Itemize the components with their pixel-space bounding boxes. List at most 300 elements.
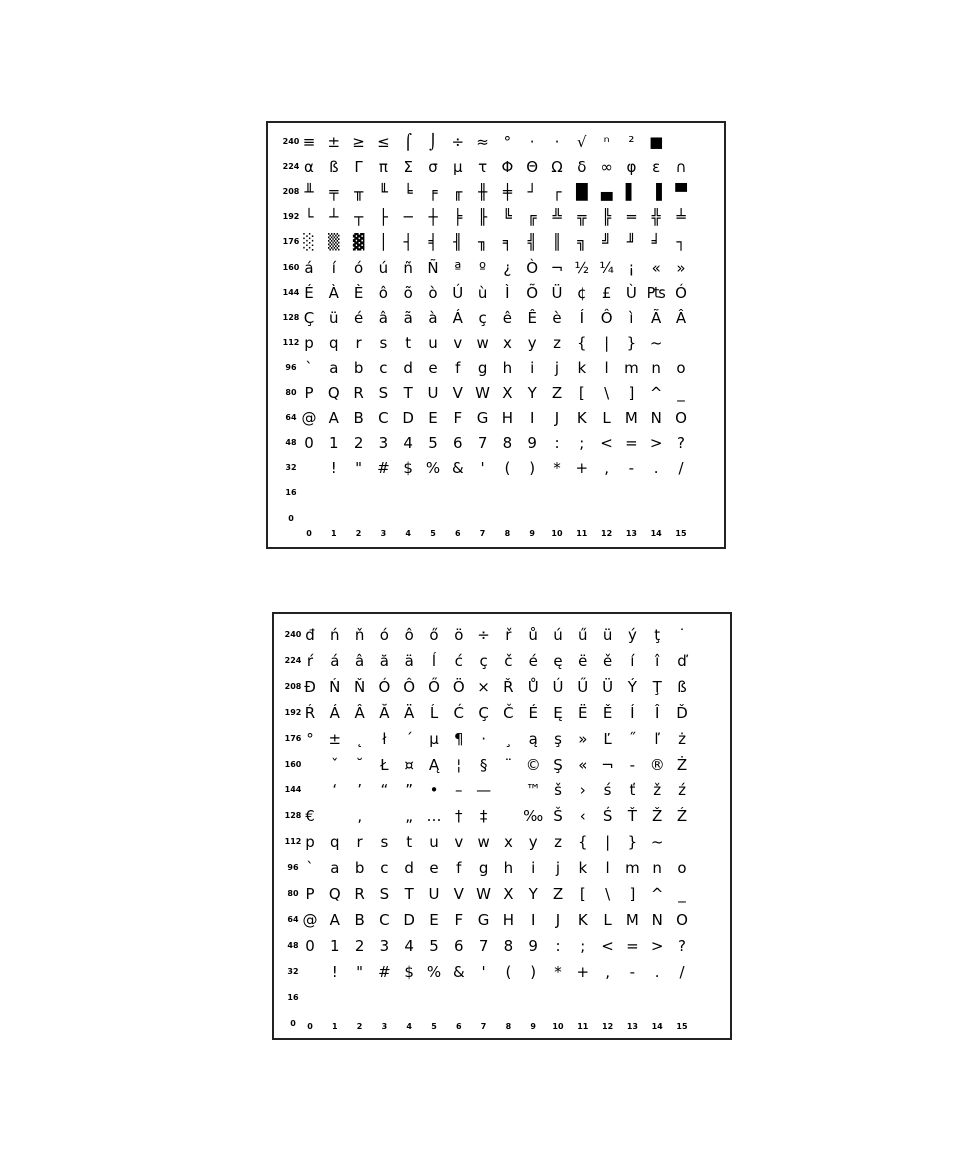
row-label: 96 [287, 863, 299, 873]
glyph-cell: R [353, 384, 364, 402]
glyph-cell: ű [578, 626, 588, 644]
glyph-cell: Î [654, 703, 660, 722]
glyph-cell: î [655, 651, 660, 670]
glyph-cell: Č [503, 703, 514, 722]
glyph-cell: ⁿ [603, 133, 610, 151]
glyph-cell: ├ [378, 208, 388, 227]
glyph-cell: ‰ [523, 807, 544, 826]
glyph-cell: . [654, 962, 660, 981]
glyph-cell: - [629, 962, 636, 981]
row-label: 144 [284, 785, 302, 795]
glyph-cell [670, 987, 694, 1009]
glyph-cell: Y [527, 384, 537, 402]
glyph-cell [298, 754, 322, 776]
row-label: 64 [287, 914, 299, 924]
glyph-cell: … [426, 807, 442, 826]
glyph-cell: à [428, 308, 438, 327]
glyph-cell: ╜ [626, 233, 636, 252]
glyph-cell: ˘ [355, 755, 364, 774]
glyph-cell [446, 508, 470, 530]
glyph-cell [372, 987, 396, 1009]
glyph-cell [595, 508, 619, 530]
glyph-cell [619, 508, 643, 530]
row-label: 128 [284, 811, 302, 821]
glyph-cell: 4 [403, 434, 413, 453]
glyph-cell: ┴ [329, 208, 339, 227]
row-label: 160 [284, 759, 302, 769]
glyph-cell: ╕ [502, 233, 512, 252]
glyph-cell: Á [329, 703, 340, 722]
glyph-cell: o [676, 358, 686, 377]
row-label: 96 [285, 362, 297, 372]
glyph-cell: š [554, 781, 562, 800]
glyph-cell: V [453, 885, 464, 903]
glyph-cell: Ĺ [429, 703, 439, 722]
glyph-cell [347, 508, 371, 530]
row-label: 64 [285, 413, 297, 423]
row-label: 176 [284, 733, 302, 743]
glyph-cell: ╡ [428, 233, 438, 252]
glyph-cell: ≈ [476, 133, 489, 151]
glyph-cell: ; [579, 434, 585, 453]
glyph-cell [669, 482, 693, 504]
glyph-cell: P [305, 885, 315, 903]
glyph-cell: 4 [404, 936, 414, 955]
glyph-cell: φ [626, 158, 637, 177]
row-label: 48 [287, 940, 299, 950]
glyph-cell: # [378, 962, 391, 981]
glyph-cell: Ü [602, 677, 614, 696]
glyph-cell: Ŕ [304, 703, 316, 722]
glyph-cell: f [455, 358, 461, 377]
glyph-cell [644, 508, 668, 530]
glyph-cell: = [625, 434, 638, 453]
glyph-cell: ¸ [504, 729, 513, 748]
glyph-cell: ╗ [577, 233, 587, 252]
glyph-cell [570, 508, 594, 530]
glyph-cell: ` [305, 358, 313, 377]
glyph-cell [396, 482, 420, 504]
glyph-cell: Y [528, 885, 538, 903]
glyph-cell [645, 987, 669, 1009]
column-label: 12 [602, 1022, 614, 1031]
glyph-cell: ■ [649, 133, 664, 151]
glyph-cell: T [403, 384, 413, 402]
glyph-cell: ╧ [676, 208, 686, 227]
glyph-cell: \ [605, 885, 611, 903]
glyph-cell: ď [677, 651, 687, 670]
glyph-cell: · [554, 133, 560, 151]
row-label: 80 [287, 889, 299, 898]
glyph-cell: Ő [428, 677, 440, 696]
glyph-cell: * [554, 962, 562, 981]
glyph-cell: Ë [578, 703, 588, 722]
glyph-cell: ─ [403, 208, 413, 227]
glyph-cell: ╨ [304, 183, 314, 202]
glyph-cell: / [679, 962, 685, 981]
glyph-cell: + [576, 962, 590, 981]
glyph-cell: : [554, 434, 560, 453]
glyph-cell: Z [551, 384, 563, 402]
column-label: 3 [380, 529, 387, 538]
glyph-cell: 1 [330, 936, 340, 955]
glyph-cell: \ [604, 384, 610, 402]
glyph-cell: ť [629, 781, 636, 800]
glyph-cell: d [403, 358, 413, 377]
glyph-cell: J [554, 409, 560, 428]
glyph-cell: a [329, 358, 339, 377]
row-label: 224 [284, 655, 302, 665]
glyph-cell: ╠ [602, 208, 612, 227]
glyph-cell: ╢ [453, 233, 463, 252]
glyph-cell: ã [403, 308, 413, 327]
row-label: 208 [284, 681, 302, 691]
glyph-cell: + [575, 459, 589, 478]
glyph-cell [471, 482, 495, 504]
glyph-cell: ( [505, 962, 512, 981]
row-label: 48 [285, 438, 297, 448]
column-label: 5 [430, 529, 436, 538]
glyph-cell: Ç [478, 703, 489, 722]
glyph-cell [421, 482, 445, 504]
glyph-cell: P [304, 384, 314, 402]
glyph-cell: ╘ [403, 183, 413, 202]
glyph-cell: / [678, 459, 684, 478]
glyph-cell [322, 508, 346, 530]
glyph-cell: § [479, 755, 488, 774]
glyph-cell: Ň [353, 677, 366, 696]
glyph-cell: S [379, 885, 390, 903]
column-label: 10 [552, 1022, 564, 1031]
glyph-cell: [ [578, 384, 585, 402]
glyph-cell: e [429, 859, 439, 878]
glyph-cell: Ô [403, 677, 416, 696]
glyph-cell [371, 482, 395, 504]
column-label: 4 [405, 529, 411, 538]
glyph-cell: 8 [503, 936, 514, 955]
glyph-cell: ç [478, 308, 487, 327]
glyph-cell: ^ [650, 885, 664, 903]
glyph-cell: ¶ [454, 729, 464, 748]
glyph-cell: ¤ [404, 755, 414, 774]
glyph-cell: Ž [652, 807, 663, 826]
row-label: 112 [284, 837, 302, 847]
glyph-cell: ? [678, 936, 686, 955]
glyph-cell: Ê [527, 308, 537, 327]
glyph-cell [323, 987, 347, 1009]
glyph-cell: { [578, 833, 588, 852]
glyph-cell: ¦ [456, 755, 462, 774]
glyph-cell: ć [454, 651, 463, 670]
column-label: 2 [356, 1022, 363, 1031]
row-label: 160 [282, 262, 300, 272]
glyph-cell: t [406, 833, 413, 852]
column-label: 1 [332, 1022, 338, 1031]
glyph-cell: ź [678, 781, 686, 800]
glyph-cell: √ [577, 133, 587, 151]
glyph-cell [297, 482, 321, 504]
row-label: 144 [282, 287, 300, 297]
glyph-cell: z [554, 833, 562, 852]
glyph-cell: Ł [380, 755, 389, 774]
column-label: 9 [530, 1022, 536, 1031]
glyph-cell: C [378, 409, 389, 428]
glyph-cell: — [476, 781, 492, 800]
glyph-cell: ś [603, 781, 612, 800]
glyph-cell: ╪ [502, 183, 512, 202]
glyph-cell [298, 961, 322, 983]
glyph-cell: 6 [454, 936, 464, 955]
glyph-cell: Ó [675, 283, 687, 302]
glyph-cell [397, 987, 421, 1009]
glyph-cell: » [676, 258, 686, 277]
glyph-cell: 3 [379, 936, 390, 955]
glyph-cell: ] [628, 384, 635, 402]
glyph-cell: ÷ [451, 133, 465, 151]
glyph-cell: & [451, 459, 464, 478]
glyph-cell: Ď [676, 703, 688, 722]
column-label: 4 [406, 1022, 412, 1031]
glyph-cell: € [305, 807, 315, 826]
glyph-cell [472, 987, 496, 1009]
glyph-cell: α [304, 158, 314, 177]
glyph-cell: ő [429, 626, 439, 644]
glyph-cell: | [604, 333, 610, 352]
glyph-cell: , [604, 459, 609, 478]
glyph-cell [570, 482, 594, 504]
glyph-cell [669, 131, 693, 153]
glyph-cell: ╓ [453, 183, 463, 202]
glyph-cell: │ [378, 233, 388, 252]
glyph-cell [545, 482, 569, 504]
row-label: 240 [284, 630, 302, 639]
glyph-cell: u [429, 833, 439, 852]
glyph-cell: 9 [527, 434, 537, 453]
glyph-cell: À [328, 283, 339, 302]
glyph-cell: · [529, 133, 535, 151]
glyph-cell: ₧ [646, 283, 666, 302]
glyph-cell: Ľ [603, 729, 612, 748]
glyph-cell: é [353, 308, 364, 327]
glyph-cell [495, 482, 519, 504]
glyph-cell: ⌡ [429, 133, 437, 151]
glyph-cell: k [577, 358, 587, 377]
glyph-cell: H [502, 910, 515, 929]
column-label: 6 [455, 529, 461, 538]
glyph-cell: f [456, 859, 462, 878]
glyph-cell: # [377, 459, 390, 478]
glyph-cell [496, 987, 520, 1009]
glyph-cell: t [405, 333, 412, 352]
glyph-cell [297, 457, 321, 479]
glyph-cell: v [454, 833, 464, 852]
glyph-cell: ů [528, 626, 538, 644]
glyph-cell: Õ [526, 283, 539, 302]
glyph-cell: Ę [553, 703, 563, 722]
glyph-cell: L [602, 409, 611, 428]
glyph-cell: ľ [654, 729, 660, 748]
glyph-cell: É [528, 703, 538, 722]
glyph-cell [371, 508, 395, 530]
glyph-cell: 5 [428, 434, 438, 453]
glyph-cell [520, 508, 544, 530]
glyph-cell: } [626, 333, 637, 352]
glyph-cell [520, 482, 544, 504]
glyph-cell: Ń [329, 677, 341, 696]
glyph-cell: A [329, 910, 340, 929]
glyph-cell [619, 482, 643, 504]
glyph-cell: F [453, 409, 463, 428]
glyph-cell: Ţ [652, 677, 662, 696]
glyph-cell: u [428, 333, 438, 352]
glyph-cell: Â [675, 308, 687, 327]
glyph-cell: @ [301, 409, 317, 428]
glyph-cell: a [330, 859, 340, 878]
glyph-cell: ˝ [628, 729, 637, 748]
column-label: 13 [626, 1022, 638, 1031]
glyph-cell: V [452, 384, 463, 402]
glyph-cell: ╟ [478, 208, 488, 227]
row-label: 176 [282, 237, 300, 247]
glyph-cell [571, 987, 595, 1009]
glyph-cell: B [354, 910, 365, 929]
glyph-cell: ╫ [478, 183, 488, 202]
glyph-cell: ▐ [650, 183, 662, 202]
glyph-cell [322, 482, 346, 504]
glyph-cell: h [502, 358, 513, 377]
glyph-cell: ” [405, 781, 414, 800]
glyph-cell: % [425, 459, 441, 478]
glyph-cell: └ [304, 208, 314, 227]
glyph-cell: ˙ [678, 626, 686, 644]
column-label: 7 [479, 529, 486, 538]
glyph-cell: [ [579, 885, 586, 903]
glyph-cell [447, 987, 471, 1009]
glyph-cell: y [527, 333, 537, 352]
row-label: 0 [290, 1018, 296, 1028]
glyph-cell: Θ [526, 158, 539, 177]
glyph-cell: s [380, 833, 389, 852]
glyph-cell: ö [454, 626, 464, 644]
glyph-cell: đ [305, 626, 315, 644]
glyph-cell: ╬ [651, 208, 661, 227]
glyph-cell: ú [553, 626, 563, 644]
glyph-cell: b [353, 358, 364, 377]
glyph-cell: ╒ [428, 183, 438, 202]
glyph-cell: c [380, 859, 389, 878]
glyph-cell: w [476, 333, 489, 352]
glyph-cell: ╦ [577, 208, 587, 227]
glyph-cell: g [477, 358, 488, 377]
glyph-cell: ≡ [302, 133, 316, 151]
glyph-cell: m [625, 859, 640, 878]
glyph-cell: H [501, 409, 514, 428]
glyph-cell: - [629, 755, 636, 774]
glyph-cell: ' [480, 459, 485, 478]
glyph-cell [644, 482, 668, 504]
glyph-cell: ˛ [355, 729, 364, 748]
glyph-cell: Ř [503, 677, 514, 696]
glyph-cell: ß [329, 158, 339, 177]
glyph-cell: T [404, 885, 414, 903]
glyph-cell: É [304, 283, 314, 302]
glyph-cell: z [553, 333, 561, 352]
glyph-cell: σ [428, 158, 438, 177]
glyph-cell [596, 987, 620, 1009]
glyph-cell: ▀ [675, 183, 687, 202]
glyph-cell: | [605, 833, 611, 852]
glyph-cell: - [628, 459, 635, 478]
glyph-cell: ę [553, 651, 563, 670]
glyph-cell: ~ [649, 333, 663, 352]
glyph-cell: $ [403, 459, 413, 478]
glyph-cell [446, 482, 470, 504]
column-label: 9 [529, 529, 535, 538]
glyph-cell: s [379, 333, 388, 352]
glyph-cell [496, 805, 520, 827]
glyph-cell: 3 [378, 434, 389, 453]
glyph-cell: ¡ [628, 258, 635, 277]
glyph-cell: ╝ [602, 233, 612, 252]
glyph-cell: Í [579, 308, 585, 327]
glyph-cell: E [428, 409, 438, 428]
glyph-cell: : [555, 936, 561, 955]
glyph-cell: „ [405, 807, 414, 826]
row-label: 112 [282, 337, 300, 347]
glyph-cell [372, 805, 396, 827]
glyph-cell: ă [379, 651, 389, 670]
glyph-cell: ´ [405, 729, 413, 748]
glyph-cell: ¨ [504, 755, 513, 774]
glyph-cell: ň [354, 626, 365, 644]
glyph-cell: ò [428, 283, 438, 302]
column-label: 15 [675, 529, 687, 538]
glyph-cell: G [476, 409, 489, 428]
glyph-cell: S [378, 384, 389, 402]
glyph-cell: â [378, 308, 388, 327]
row-label: 16 [285, 488, 297, 498]
glyph-cell: 0 [304, 434, 314, 453]
glyph-cell: Ö [452, 677, 465, 696]
glyph-cell: < [600, 434, 613, 453]
glyph-cell: Ù [625, 283, 637, 302]
glyph-cell: Ś [602, 807, 613, 826]
row-label: 80 [285, 388, 297, 397]
glyph-cell: ~ [650, 833, 664, 852]
row-label: 192 [282, 212, 300, 222]
glyph-cell: ĺ [431, 651, 437, 670]
glyph-cell: ╣ [527, 233, 537, 252]
glyph-cell: X [502, 384, 513, 402]
glyph-cell [521, 987, 545, 1009]
glyph-cell: » [578, 729, 588, 748]
glyph-cell: 5 [429, 936, 439, 955]
glyph-cell [545, 508, 569, 530]
glyph-cell: x [503, 833, 513, 852]
glyph-cell: è [552, 308, 562, 327]
glyph-cell: Ò [526, 258, 539, 277]
glyph-cell: Ý [627, 677, 637, 696]
glyph-cell: í [630, 651, 635, 670]
glyph-cell: K [576, 409, 587, 428]
glyph-cell: č [504, 651, 513, 670]
glyph-cell: ü [602, 626, 613, 644]
glyph-cell: ú [378, 258, 389, 277]
glyph-cell: n [652, 859, 662, 878]
glyph-cell: R [354, 885, 365, 903]
column-label: 0 [306, 529, 312, 538]
glyph-cell: < [601, 936, 614, 955]
